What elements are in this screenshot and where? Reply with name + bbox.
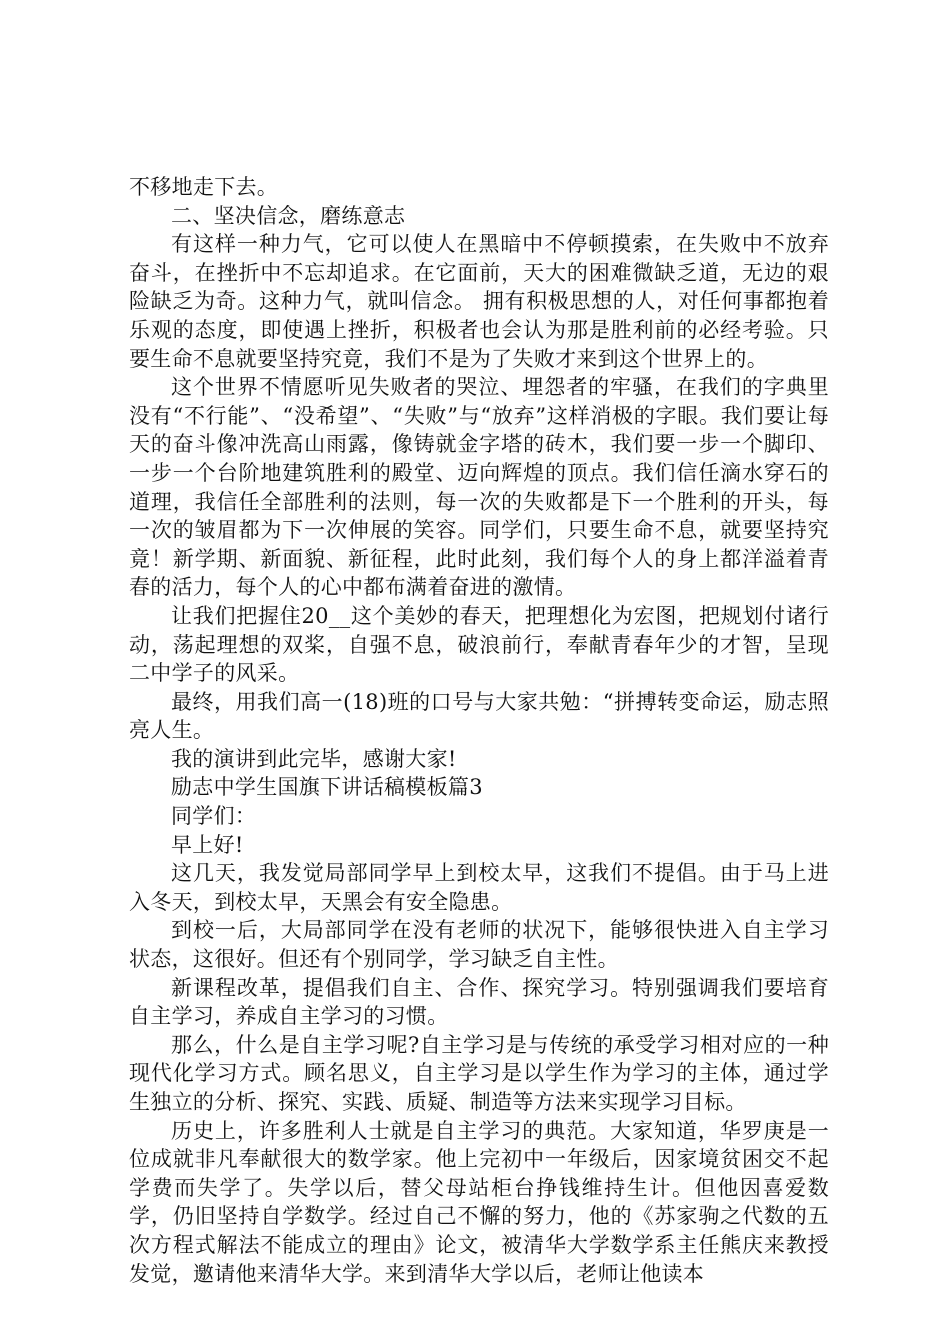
section-heading: 二、坚决信念，磨练意志 [171,203,406,228]
paragraph: 新课程改革，提倡我们自主、合作、探究学习。特别强调我们要培育自主学习，养成自主学习的习惯。 [129,975,829,1029]
paragraph: 那么，什么是自主学习呢?自主学习是与传统的承受学习相对应的一种现代化学习方式。顾名思义，自主学习是以学生作为学习的主体，通过学生独立的分析、探究、实践、质疑、制造等方法来实现学习目标。 [129,1032,829,1114]
greeting: 早上好! [171,832,244,857]
paragraph: 这几天，我发觉局部同学早上到校太早，这我们不提倡。由于马上进入冬天，到校太早，天黑会有安全隐患。 [129,861,829,914]
paragraph: 我的演讲到此完毕，感谢大家! [171,746,457,771]
paragraph: 这个世界不情愿听见失败者的哭泣、埋怨者的牢骚，在我们的字典里没有“不行能”、“没希望”、“失败”与“放弃”这样消极的字眼。我们要让每天的奋斗像冲洗高山雨露，像铸就金字塔的砖木，我们要一步一个脚印、一步一个台阶地建筑胜利的殿堂、迈向辉煌的顶点。我们信任滴水穿石的道理，我信任全部胜利的法则，每一次的失败都是下一个胜利的开头，每一次的皱眉都为下一次伸展的笑容。同学们，只要生命不息，就要坚持究竟！新学期、新面貌、新征程，此时此刻，我们每个人的身上都洋溢着青春的活力，每个人的心中都布满着奋进的激情。 [129,375,829,600]
paragraph-continuation: 不移地走下去。 [129,175,279,199]
article-title: 励志中学生国旗下讲话稿模板篇3 [171,775,483,800]
paragraph: 历史上，许多胜利人士就是自主学习的典范。大家知道，华罗庚是一位成就非凡奉献很大的数学家。他上完初中一年级后，因家境贫困交不起学费而失学了。失学以后，替父母站柜台挣钱维持生计。但他因喜爱数学，仍旧坚持自学数学。经过自己不懈的努力，他的《苏家驹之代数的五次方程式解法不能成立的理由》论文，被清华大学数学系主任熊庆来教授发觉，邀请他来清华大学。来到清华大学以后，老师让他读本 [129,1118,829,1286]
salutation: 同学们： [171,804,257,829]
paragraph: 最终，用我们高一(18)班的口号与大家共勉：“拼搏转变命运，励志照亮人生。 [129,689,829,743]
paragraph: 有这样一种力气，它可以使人在黑暗中不停顿摸索，在失败中不放弃奋斗，在挫折中不忘却追求。在它面前，天大的困难微缺乏道，无边的艰险缺乏为奇。这种力气，就叫信念。 拥有积极思想的人，对任何事都抱着乐观的态度，即使遇上挫折，积极者也会认为那是胜利前的必经考验。只要生命不息就要坚持究竟，我们不是为了失败才来到这个世界上的。 [129,232,829,371]
document-body [129,173,829,1288]
paragraph: 让我们把握住20__这个美妙的春天，把理想化为宏图，把规划付诸行动，荡起理想的双桨，自强不息，破浪前行，奉献青春年少的才智，呈现二中学子的风采。 [129,603,829,686]
paragraph: 到校一后，大局部同学在没有老师的状况下，能够很快进入自主学习状态，这很好。但还有个别同学，学习缺乏自主性。 [129,918,829,972]
